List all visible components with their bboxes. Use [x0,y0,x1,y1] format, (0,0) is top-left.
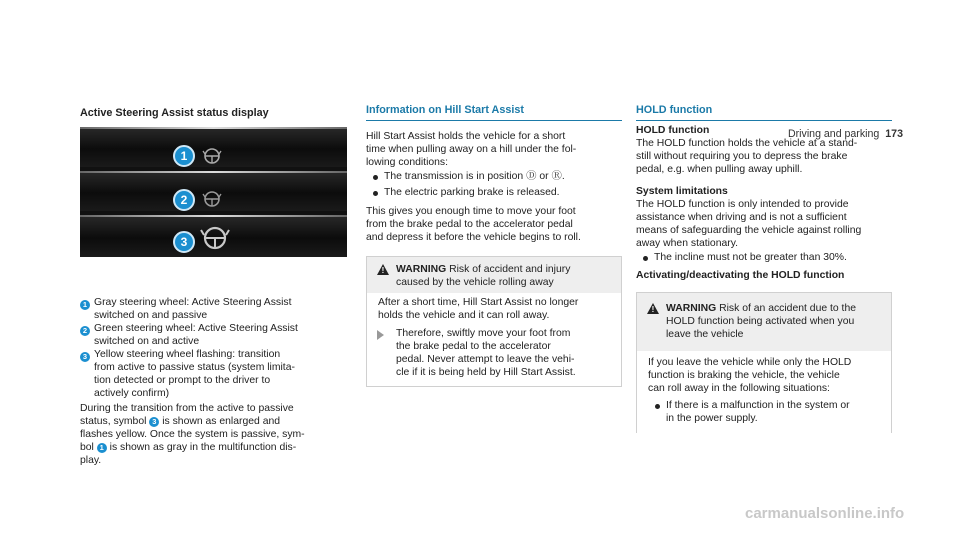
body-text: flashes yellow. Once the system is passive, sym- [80,429,305,440]
warning-title [666,302,856,315]
section-heading-hold: HOLD function [636,104,713,116]
warning-title [396,263,570,276]
body-text: time when pulling away on a hill under the fol- [366,144,577,155]
body-text: The HOLD function is only intended to provide [636,199,849,210]
warning-action: Therefore, swiftly move your foot from [396,328,571,339]
warning-exclamation-icon: ! [381,266,385,275]
body-text: This gives you enough time to move your foot [366,206,576,217]
legend-text: switched on and active [94,336,200,347]
legend-text: Yellow steering wheel flashing: transition [94,349,281,360]
body-text: still without requiring you to depress the brake [636,151,848,162]
body-text [80,415,280,428]
legend-item-3 [80,350,90,363]
steering-wheel-green-icon [202,190,222,208]
body-text: and depress it before the vehicle begins to roll. [366,232,581,243]
subheading-system-limitations: System limitations [636,186,728,197]
section-heading-steering-display: Active Steering Assist status display [80,107,269,119]
warning-action: the brake pedal to the accelerator [396,341,551,352]
warning-action: pedal. Never attempt to leave the vehi- [396,354,575,365]
bullet-dot [373,175,378,180]
watermark: carmanualsonline.info [745,505,905,522]
warning-title-text: HOLD function being activated when you [666,316,855,327]
heading-rule [366,120,622,121]
section-heading-hill-start: Information on Hill Start Assist [366,104,524,116]
body-text: During the transition from the active to passive [80,403,294,414]
legend-number-2: 2 [80,326,90,336]
body-text-fragment: is shown as enlarged and [162,416,281,427]
warning-label: WARNING [666,303,717,314]
bullet-text: If there is a malfunction in the system or [666,400,850,411]
legend-number-3: 3 [80,352,90,362]
body-text: from the brake pedal to the accelerator pedal [366,219,573,230]
body-text: pedal, e.g. when pulling away uphill. [636,164,803,175]
bullet-text: The incline must not be greater than 30%. [654,252,847,263]
body-text: away when stationary. [636,238,739,249]
warning-title-text: caused by the vehicle rolling away [396,277,554,288]
steering-wheel-gray-icon [202,147,222,165]
legend-item-2 [80,324,90,337]
warning-body: holds the vehicle and it can roll away. [378,310,550,321]
subheading-activating: Activating/deactivating the HOLD function [636,270,845,281]
bullet-text: The transmission is in position Ⓓ or Ⓡ. [384,171,565,182]
body-text: play. [80,455,102,466]
steering-assist-display-image [80,127,347,257]
bullet-dot [373,191,378,196]
body-text: The HOLD function holds the vehicle at a stand- [636,138,858,149]
legend-text: actively confirm) [94,388,170,399]
legend-item-1 [80,298,90,311]
legend-text: switched on and passive [94,310,208,321]
legend-text: tion detected or prompt to the driver to [94,375,271,386]
body-text-fragment: status, symbol [80,416,147,427]
body-text [80,441,296,454]
bullet-text: The electric parking brake is released. [384,187,560,198]
section-title: Driving and parking [788,128,880,140]
inline-number-3: 3 [149,417,159,427]
warning-label: WARNING [396,264,447,275]
callout-2: 2 [173,189,195,211]
body-text-fragment: bol [80,442,94,453]
callout-1: 1 [173,145,195,167]
body-text: Hill Start Assist holds the vehicle for a short [366,131,566,142]
warning-exclamation-icon: ! [651,305,655,314]
warning-body: can roll away in the following situations: [648,383,830,394]
warning-action: cle if it is being held by Hill Start Assist. [396,367,576,378]
body-text: lowing conditions: [366,157,449,168]
body-text-fragment: is shown as gray in the multifunction dis- [109,442,297,453]
page-number: 173 [885,128,903,140]
subheading-hold-function: HOLD function [636,125,710,136]
body-text: means of safeguarding the vehicle against rolling [636,225,862,236]
callout-3: 3 [173,231,195,253]
legend-text: from active to passive status (system limita- [94,362,295,373]
bullet-text: in the power supply. [666,413,758,424]
action-arrow-icon [377,330,384,340]
warning-body: function is braking the vehicle, the vehicle [648,370,840,381]
legend-number-1: 1 [80,300,90,310]
warning-title-text: Risk of accident and injury [449,264,571,275]
warning-body: After a short time, Hill Start Assist no longer [378,297,579,308]
steering-wheel-yellow-enlarged-icon [200,224,230,252]
body-text: assistance when driving and is not a sufficient [636,212,847,223]
legend-text: Green steering wheel: Active Steering Assist [94,323,298,334]
legend-text: Gray steering wheel: Active Steering Assist [94,297,292,308]
heading-rule [636,120,892,121]
warning-title-text: Risk of an accident due to the [719,303,857,314]
inline-number-1: 1 [97,443,107,453]
warning-title-text: leave the vehicle [666,329,744,340]
bullet-dot [643,256,648,261]
warning-body: If you leave the vehicle while only the HOLD [648,357,852,368]
bullet-dot [655,404,660,409]
